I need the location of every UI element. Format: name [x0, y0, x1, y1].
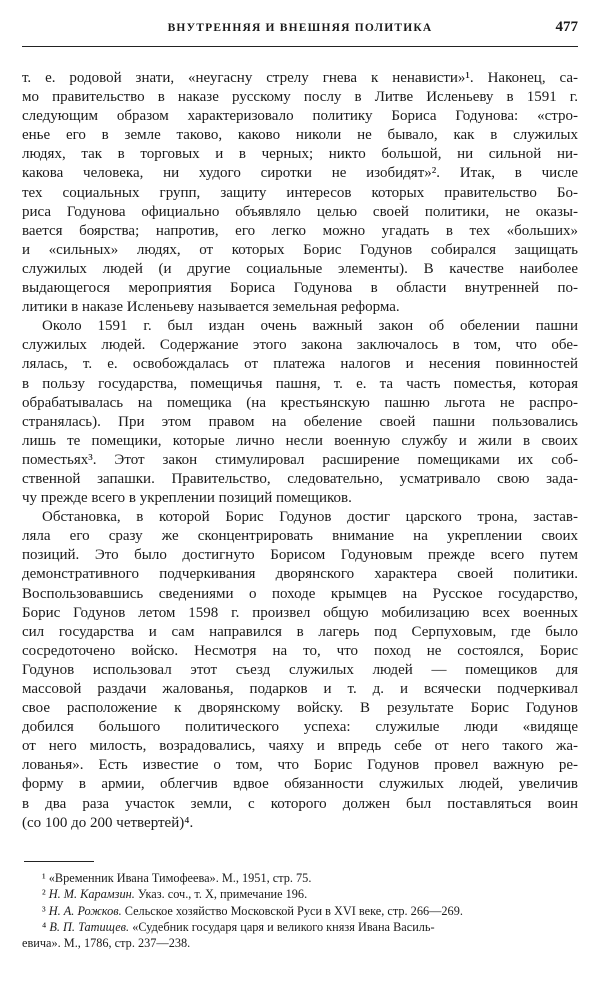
text-line: какова человека, ни худого сиротки не изобидят»². Итак, в числе — [22, 165, 578, 182]
text-line: выдающегося мероприятия Бориса Годунова в области внутренней по- — [22, 280, 578, 297]
text-line: лованья». Есть известие о том, что Борис Годунов провел важную ре- — [22, 757, 578, 774]
footnote-author: Н. А. Рожков. — [48, 903, 122, 918]
text-line: лялась, т. е. освобождалась от платежа налогов и несения повинностей — [22, 356, 578, 373]
footnote-mark: ¹ — [42, 871, 46, 885]
footnote-text: Сельское хозяйство Московской Руси в XVI веке, стр. 266—269. — [124, 903, 463, 918]
text-line: служилых людей (и другие социальные элементы). В качестве наиболее — [22, 260, 578, 277]
paragraph — [22, 69, 578, 317]
text-line: литики в наказе Исленьеву называется земельная реформа. — [22, 299, 400, 316]
text-line: мо правительство в наказе русскому послу в Литве Исленьеву в 1591 г. — [22, 89, 578, 106]
paragraph — [22, 508, 578, 833]
text-line: странялась). При этом правом на обеление своей пашни пользовались — [22, 413, 578, 430]
text-line: т. е. родовой знати, «неугасну стрелу гнева к ненависти»¹. Наконец, са- — [22, 70, 578, 86]
text-line: лишь те помещики, которые лично несли военную службу и жили в своих — [22, 432, 578, 449]
text-line: (со 100 до 200 четвертей)⁴. — [22, 814, 194, 831]
running-head — [22, 18, 578, 40]
text-line: енье его в земле таково, каково николи не бывало, как в служилых — [22, 127, 578, 144]
footnotes — [22, 870, 578, 951]
footnote-author: В. П. Татищев. — [49, 919, 130, 934]
text-line: риса Годунова официально объявляло целью своей политики, не оказы- — [22, 203, 578, 220]
text-line: тех социальных групп, защиту интересов которых правительство Бо- — [22, 184, 578, 201]
text-line: массовой раздачи жалованья, подарков и т. д. и всячески подчеркивал — [22, 681, 578, 697]
footnote-text: Указ. соч., т. X, примечание 196. — [137, 887, 308, 902]
running-head-title: ВНУТРЕННЯЯ И ВНЕШНЯЯ ПОЛИТИКА — [167, 22, 433, 34]
footnote-rule — [24, 861, 94, 862]
footnote-text: «Временник Ивана Тимофеева». М., 1951, стр. 75. — [48, 871, 312, 885]
body-text — [22, 69, 578, 833]
text-line: служилых людей. Содержание этого закона заключалось в том, что обе- — [22, 337, 578, 354]
header-rule — [22, 46, 578, 47]
text-line: сил государства и сам направился в лагерь под Серпуховым, где было — [22, 623, 578, 640]
text-line: Обстановка, в которой Борис Годунов достиг царского трона, застав- — [42, 509, 578, 526]
text-line: ляла его сразу же сконцентрировать внимание на укреплении своих — [22, 528, 578, 545]
footnote — [22, 870, 578, 886]
footnote-continuation: евича». М., 1786, стр. 237—238. — [22, 936, 191, 951]
text-line: форму в армии, облегчив вдвое обязанности служилых людей, увеличив — [22, 776, 578, 793]
text-line: сосредоточено войско. Несмотря на то, что поход не состоялся, Борис — [22, 642, 578, 659]
text-line: в пользу государства, помещичья пашня, т. е. та часть поместья, которая — [22, 375, 578, 392]
text-line: людях, так в торговых и в черных; никто большой, ни сильной ни- — [22, 146, 578, 163]
text-line: Воспользовавшись сведениями о походе крымцев на Русское государство, — [22, 585, 578, 602]
footnote-author: Н. М. Карамзин. — [48, 887, 135, 902]
text-line: позиций. Это было достигнуто Борисом Годуновым прежде всего путем — [22, 547, 578, 564]
text-line: и «сильных» людях, от которых Борис Годунов собирался защищать — [22, 241, 578, 258]
text-line: демонстративного подчеркивания дворянского характера своей политики. — [22, 566, 578, 583]
text-line: Около 1591 г. был издан очень важный закон об обелении пашни — [42, 318, 578, 335]
text-line: чу прежде всего в укреплении позиций помещиков. — [22, 490, 352, 507]
page-number: 477 — [555, 19, 578, 35]
footnote-text: «Судебник государя царя и великого князя Ивана Василь- — [132, 919, 435, 934]
footnote — [22, 919, 578, 935]
paragraph — [22, 317, 578, 508]
text-line: ственной запашки. Правительство, следовательно, усматривало свою зада- — [22, 470, 578, 487]
footnote-mark: ⁴ — [42, 919, 47, 934]
text-line: Борис Годунов летом 1598 г. произвел общую мобилизацию всех военных — [22, 604, 578, 621]
text-line: от него милость, возрадовались, чаяху и впредь себе от него такого жа- — [22, 738, 578, 755]
text-line: свое расположение к дворянскому войску. В результате Борис Годунов — [22, 700, 578, 717]
text-line: следующим образом характеризовало политику Бориса Годунова: «стро- — [22, 108, 578, 125]
footnote — [22, 886, 578, 902]
text-line: в два раза участок земли, с которого должен был поставляться воин — [22, 795, 578, 812]
text-line: добился большого политического успеха: служилые люди «видяще — [22, 719, 578, 736]
footnote — [22, 903, 578, 919]
text-line: Годунов использовал этот съезд служилых людей — помещиков для — [22, 661, 578, 678]
text-line: вается боярства; напротив, его легко можно угадать в тех «больших» — [22, 222, 578, 239]
footnote-mark: ³ — [42, 903, 46, 918]
footnote-mark: ² — [42, 887, 46, 902]
text-line: обрабатывалась на помещика (на крестьянскую пашню льгота не распро- — [22, 394, 578, 411]
text-line: поместьях³. Этот закон стимулировал расширение помещиками их соб- — [22, 451, 578, 468]
